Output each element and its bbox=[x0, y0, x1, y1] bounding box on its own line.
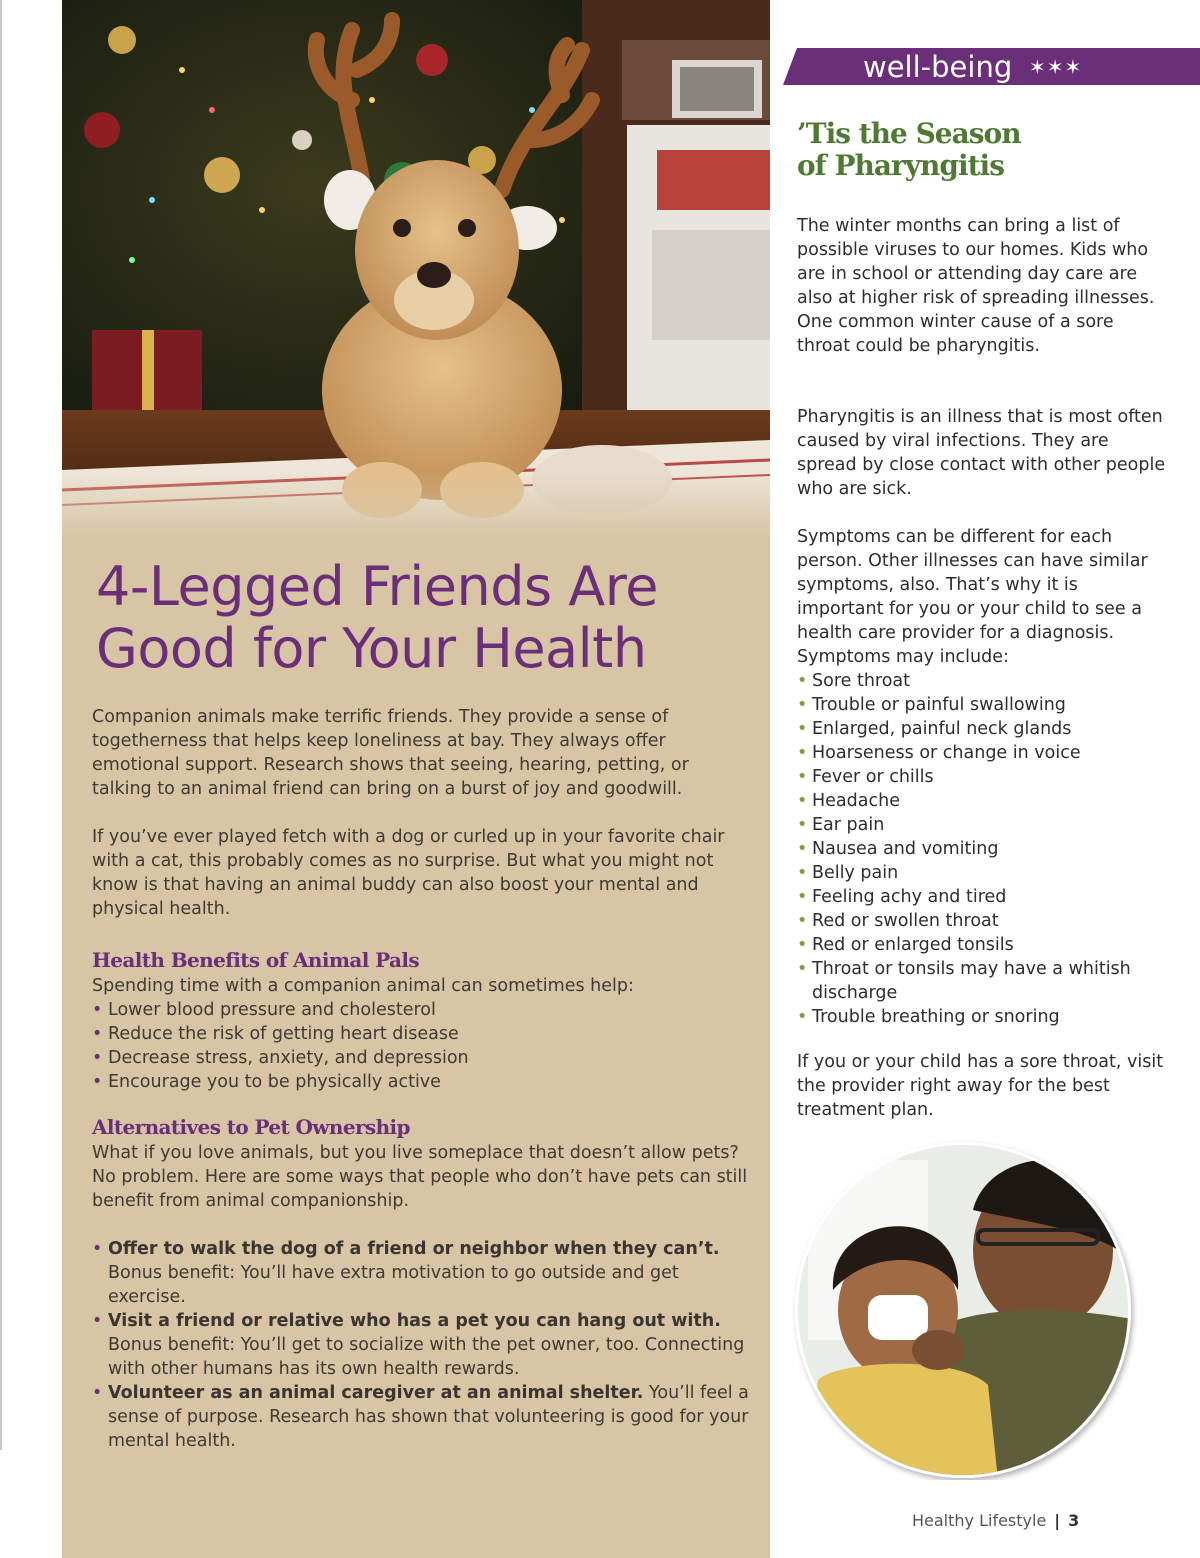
benefits-heading: Health Benefits of Animal Pals bbox=[92, 948, 420, 972]
symptom-list-item: • Enlarged, painful neck glands bbox=[797, 717, 1167, 741]
intro-paragraph-2: If you’ve ever played fetch with a dog or curled up in your favorite chair with a cat, this probably comes as no surprise. But what you might not know is that having an animal buddy can also boost your mental and physical health. bbox=[92, 827, 725, 919]
symptom-list-item: • Headache bbox=[797, 789, 1167, 813]
intro-paragraph-1: Companion animals make terrific friends. They provide a sense of togetherness that helps keep loneliness at bay. They always offer emotional support. Research shows that seeing, hearing, petting, or talking to an animal friend can bring on a burst of joy and goodwill. bbox=[92, 707, 689, 799]
symptom-list-item: • Trouble breathing or snoring bbox=[797, 1005, 1167, 1029]
star-icon: ✶✶✶ bbox=[1029, 55, 1083, 79]
benefits-list-item: • Encourage you to be physically active bbox=[92, 1070, 752, 1094]
symptom-list-item: • Ear pain bbox=[797, 813, 1167, 837]
symptom-list-item: • Feeling achy and tired bbox=[797, 885, 1167, 909]
section-banner-label: well-being bbox=[863, 50, 1013, 84]
alternatives-item-text: Bonus benefit: You’ll get to socialize with the pet owner, too. Connecting with other humans has its own health rewards. bbox=[108, 1335, 745, 1379]
alternatives-heading: Alternatives to Pet Ownership bbox=[92, 1115, 410, 1139]
page-footer bbox=[912, 1509, 1079, 1533]
symptom-list-item: • Belly pain bbox=[797, 861, 1167, 885]
sidebar-title-line2: of Pharyngitis bbox=[797, 149, 1004, 182]
article-title bbox=[96, 556, 756, 680]
symptom-list-item: • Throat or tonsils may have a whitish discharge bbox=[797, 957, 1167, 1005]
pharyngitis-paragraph-3: Symptoms can be different for each person. Other illnesses can have similar symptoms, also. That’s why it is important for you or your child to see a health care provider for a diagnosis. Symptoms may include: bbox=[797, 527, 1148, 667]
benefits-list bbox=[92, 998, 752, 1094]
page-edge-line bbox=[0, 0, 2, 1450]
pharyngitis-paragraph-2: Pharyngitis is an illness that is most often caused by viral infections. They are spread by close contact with other people who are sick. bbox=[797, 407, 1166, 499]
symptom-list-item: • Trouble or painful swallowing bbox=[797, 693, 1167, 717]
alternatives-list-item bbox=[92, 1237, 752, 1309]
sidebar-title-line1: ’Tis the Season bbox=[797, 117, 1021, 150]
alternatives-item-text: Bonus benefit: You’ll have extra motivation to go outside and get exercise. bbox=[108, 1263, 679, 1307]
footer-separator: | bbox=[1054, 1511, 1061, 1530]
alternatives-item-bold: Visit a friend or relative who has a pet you can hang out with. bbox=[108, 1311, 721, 1331]
benefits-lead: Spending time with a companion animal can sometimes help: bbox=[92, 976, 634, 996]
dog-photo bbox=[62, 0, 770, 535]
alternatives-list bbox=[92, 1237, 752, 1453]
symptom-list-item: • Hoarseness or change in voice bbox=[797, 741, 1167, 765]
symptom-list-item: • Fever or chills bbox=[797, 765, 1167, 789]
alternatives-item-text: You’ll feel a sense of purpose. Research has shown that volunteering is good for your mental health. bbox=[108, 1383, 749, 1451]
closing-paragraph: If you or your child has a sore throat, visit the provider right away for the best treatment plan. bbox=[797, 1052, 1164, 1120]
symptoms-section bbox=[797, 525, 1167, 1029]
pharyngitis-paragraph-1: The winter months can bring a list of possible viruses to our homes. Kids who are in school or attending day care are also at higher risk of spreading illnesses. One common winter cause of a sore throat could be pharyngitis. bbox=[797, 216, 1155, 356]
father-daughter-photo bbox=[788, 1140, 1138, 1480]
page-number: 3 bbox=[1068, 1511, 1080, 1530]
alternatives-lead: What if you love animals, but you live someplace that doesn’t allow pets? No problem. Here are some ways that people who don’t have pets can still benefit from animal companionship. bbox=[92, 1143, 748, 1211]
footer-section-name: Healthy Lifestyle bbox=[912, 1511, 1047, 1530]
alternatives-item-bold: Offer to walk the dog of a friend or neighbor when they can’t. bbox=[108, 1239, 720, 1259]
alternatives-list-item bbox=[92, 1381, 752, 1453]
alternatives-item-bold: Volunteer as an animal caregiver at an animal shelter. bbox=[108, 1383, 644, 1403]
article-title-line1: 4-Legged Friends Are bbox=[96, 555, 658, 618]
symptom-list-item: • Nausea and vomiting bbox=[797, 837, 1167, 861]
benefits-list-item: • Decrease stress, anxiety, and depression bbox=[92, 1046, 752, 1070]
symptoms-list bbox=[797, 669, 1167, 1029]
article-title-line2: Good for Your Health bbox=[96, 617, 647, 680]
symptom-list-item: • Red or enlarged tonsils bbox=[797, 933, 1167, 957]
benefits-list-item: • Reduce the risk of getting heart disease bbox=[92, 1022, 752, 1046]
sidebar-article-title bbox=[797, 118, 1177, 182]
benefits-section bbox=[92, 974, 752, 1094]
alternatives-list-item bbox=[92, 1309, 752, 1381]
symptom-list-item: • Sore throat bbox=[797, 669, 1167, 693]
symptom-list-item: • Red or swollen throat bbox=[797, 909, 1167, 933]
benefits-list-item: • Lower blood pressure and cholesterol bbox=[92, 998, 752, 1022]
section-banner bbox=[783, 48, 1200, 85]
